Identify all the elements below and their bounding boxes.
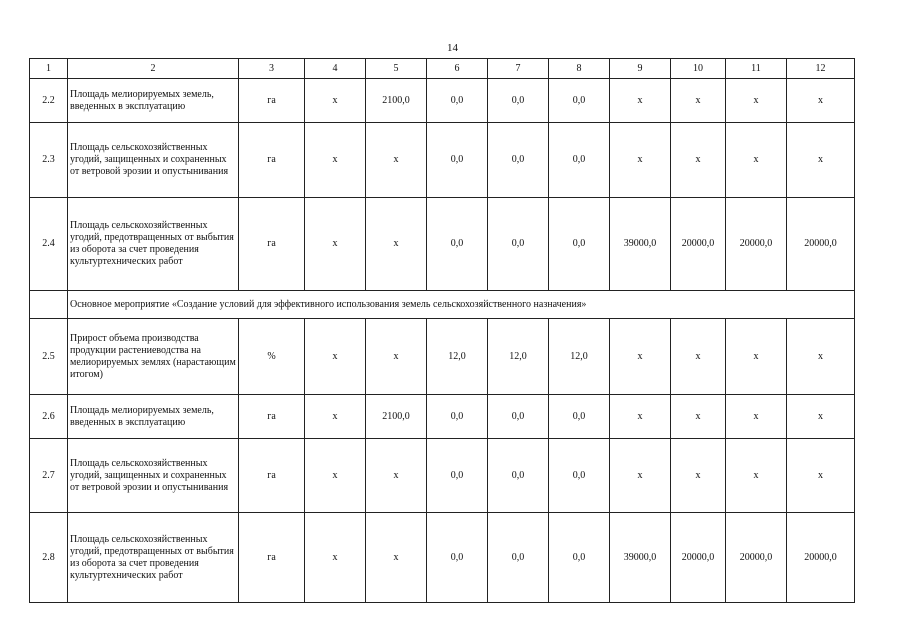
unit-cell: га xyxy=(239,439,305,513)
indicator-name: Площадь мелиорируемых земель, введенных в эксплуатацию xyxy=(68,395,239,439)
value-cell: 0,0 xyxy=(549,439,610,513)
value-cell: 20000,0 xyxy=(671,513,726,603)
value-cell: 12,0 xyxy=(427,319,488,395)
indicator-name: Площадь сельскохозяйственных угодий, предотвращенных от выбытия из оборота за счет проведения культуртехнических работ xyxy=(68,198,239,291)
value-cell: х xyxy=(610,79,671,123)
column-header: 10 xyxy=(671,59,726,79)
value-cell: 20000,0 xyxy=(787,513,855,603)
value-cell: 0,0 xyxy=(488,439,549,513)
indicator-name: Площадь сельскохозяйственных угодий, защищенных и сохраненных от ветровой эрозии и опустынивания xyxy=(68,123,239,198)
value-cell: 0,0 xyxy=(488,513,549,603)
column-header: 2 xyxy=(68,59,239,79)
section-heading-row xyxy=(30,291,855,319)
value-cell: х xyxy=(610,439,671,513)
value-cell: 0,0 xyxy=(427,198,488,291)
value-cell: х xyxy=(671,319,726,395)
value-cell: х xyxy=(787,439,855,513)
value-cell: 20000,0 xyxy=(671,198,726,291)
value-cell: 0,0 xyxy=(427,439,488,513)
column-header: 6 xyxy=(427,59,488,79)
value-cell: х xyxy=(366,198,427,291)
indicators-table xyxy=(29,58,855,603)
unit-cell: га xyxy=(239,198,305,291)
column-header: 11 xyxy=(726,59,787,79)
indicator-name: Площадь сельскохозяйственных угодий, защищенных и сохраненных от ветровой эрозии и опустынивания xyxy=(68,439,239,513)
column-header: 4 xyxy=(305,59,366,79)
value-cell: х xyxy=(366,123,427,198)
value-cell: 0,0 xyxy=(427,79,488,123)
row-number: 2.5 xyxy=(30,319,68,395)
value-cell: х xyxy=(726,79,787,123)
indicator-name: Площадь мелиорируемых земель, введенных в эксплуатацию xyxy=(68,79,239,123)
value-cell: х xyxy=(787,79,855,123)
table-row xyxy=(30,439,855,513)
value-cell: х xyxy=(787,123,855,198)
value-cell: 20000,0 xyxy=(787,198,855,291)
column-header: 7 xyxy=(488,59,549,79)
value-cell: 2100,0 xyxy=(366,79,427,123)
value-cell: х xyxy=(726,319,787,395)
table-row xyxy=(30,513,855,603)
unit-cell: га xyxy=(239,513,305,603)
column-header: 12 xyxy=(787,59,855,79)
value-cell: 12,0 xyxy=(549,319,610,395)
value-cell: 0,0 xyxy=(549,79,610,123)
value-cell: х xyxy=(610,395,671,439)
value-cell: 2100,0 xyxy=(366,395,427,439)
table-row xyxy=(30,198,855,291)
value-cell: х xyxy=(671,395,726,439)
value-cell: х xyxy=(366,513,427,603)
value-cell: х xyxy=(366,439,427,513)
table-row xyxy=(30,79,855,123)
column-number-row xyxy=(30,59,855,79)
row-number: 2.6 xyxy=(30,395,68,439)
row-number: 2.4 xyxy=(30,198,68,291)
value-cell: х xyxy=(305,79,366,123)
value-cell: х xyxy=(671,123,726,198)
section-heading: Основное мероприятие «Создание условий для эффективного использования земель сельскохозяйственного назначения» xyxy=(68,291,855,319)
table-row xyxy=(30,395,855,439)
value-cell: 0,0 xyxy=(488,79,549,123)
indicator-name: Прирост объема производства продукции растениеводства на мелиорируемых землях (нарастающим итогом) xyxy=(68,319,239,395)
value-cell: х xyxy=(366,319,427,395)
value-cell: 0,0 xyxy=(427,513,488,603)
column-header: 3 xyxy=(239,59,305,79)
unit-cell: га xyxy=(239,123,305,198)
value-cell: 20000,0 xyxy=(726,513,787,603)
column-header: 9 xyxy=(610,59,671,79)
value-cell: 0,0 xyxy=(549,198,610,291)
value-cell: х xyxy=(671,79,726,123)
value-cell: 0,0 xyxy=(488,123,549,198)
value-cell: 20000,0 xyxy=(726,198,787,291)
row-number: 2.8 xyxy=(30,513,68,603)
column-header: 8 xyxy=(549,59,610,79)
value-cell: 0,0 xyxy=(427,395,488,439)
indicator-name: Площадь сельскохозяйственных угодий, предотвращенных от выбытия из оборота за счет проведения культуртехнических работ xyxy=(68,513,239,603)
value-cell: 0,0 xyxy=(549,513,610,603)
value-cell: х xyxy=(726,395,787,439)
value-cell: 0,0 xyxy=(427,123,488,198)
table-row xyxy=(30,319,855,395)
value-cell: х xyxy=(305,395,366,439)
value-cell: х xyxy=(671,439,726,513)
value-cell: 39000,0 xyxy=(610,198,671,291)
value-cell: 0,0 xyxy=(488,198,549,291)
value-cell: 0,0 xyxy=(549,395,610,439)
row-number: 2.2 xyxy=(30,79,68,123)
value-cell: х xyxy=(305,319,366,395)
unit-cell: % xyxy=(239,319,305,395)
value-cell: х xyxy=(787,395,855,439)
table-row xyxy=(30,123,855,198)
column-header: 1 xyxy=(30,59,68,79)
value-cell: х xyxy=(305,439,366,513)
page-number: 14 xyxy=(447,42,458,54)
value-cell: х xyxy=(305,123,366,198)
value-cell: х xyxy=(305,513,366,603)
value-cell: х xyxy=(610,319,671,395)
value-cell: х xyxy=(305,198,366,291)
value-cell: х xyxy=(726,123,787,198)
value-cell: х xyxy=(610,123,671,198)
value-cell: 0,0 xyxy=(488,395,549,439)
value-cell: 39000,0 xyxy=(610,513,671,603)
column-header: 5 xyxy=(366,59,427,79)
value-cell: 0,0 xyxy=(549,123,610,198)
value-cell: х xyxy=(726,439,787,513)
row-number: 2.3 xyxy=(30,123,68,198)
heading-spacer xyxy=(30,291,68,319)
value-cell: х xyxy=(787,319,855,395)
row-number: 2.7 xyxy=(30,439,68,513)
unit-cell: га xyxy=(239,79,305,123)
unit-cell: га xyxy=(239,395,305,439)
value-cell: 12,0 xyxy=(488,319,549,395)
